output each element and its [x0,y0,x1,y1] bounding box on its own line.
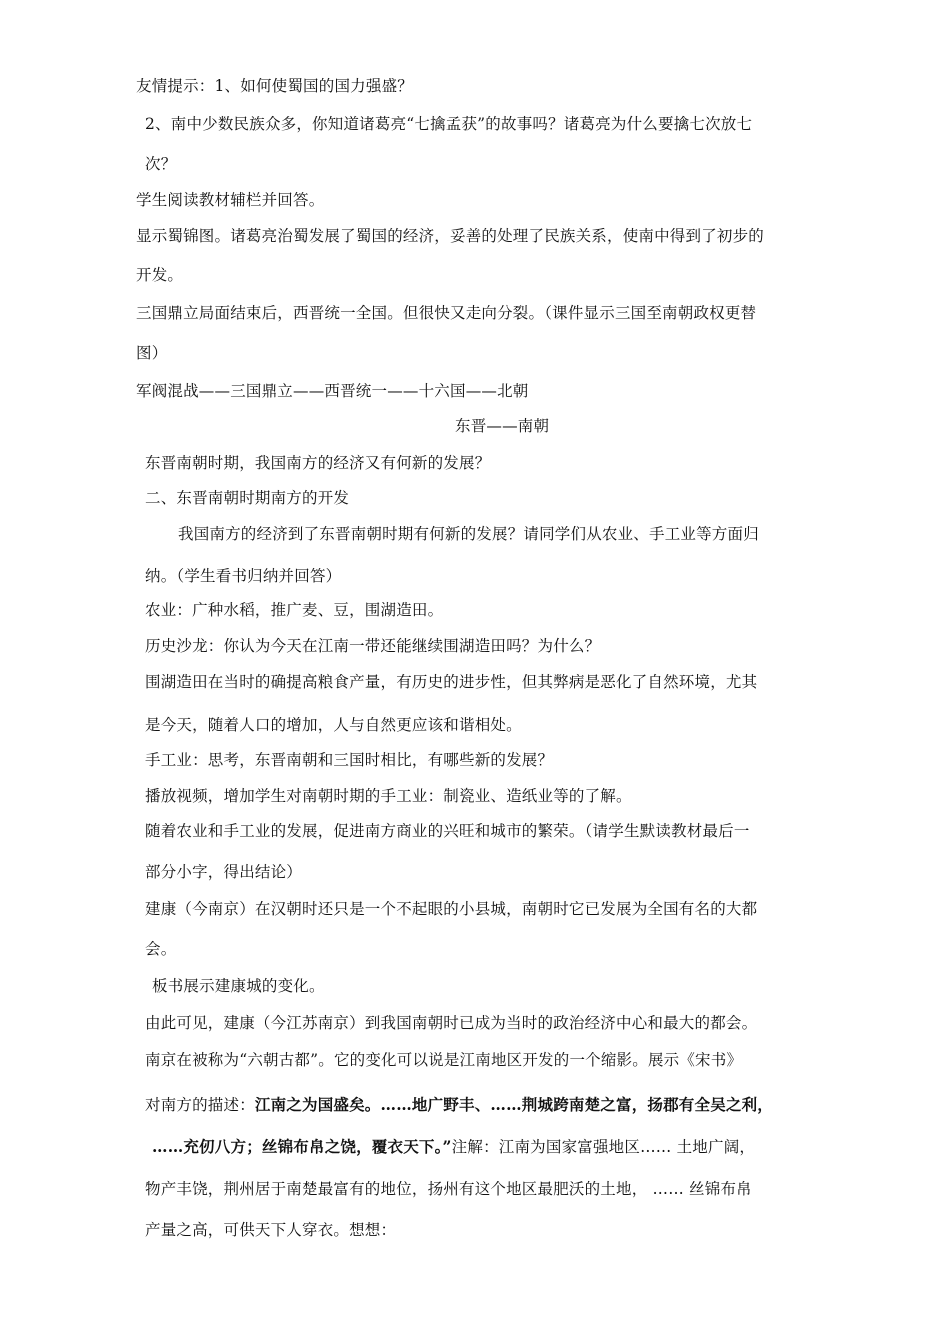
text-line: 开发。 [136,266,184,284]
text-line: 东晋——南朝 [455,417,550,435]
text-line: 部分小字，得出结论） [145,863,303,881]
text-line: 2、南中少数民族众多，你知道诸葛亮“七擒孟获”的故事吗？诸葛亮为什么要擒七次放七 [145,115,753,133]
text-line: 农业：广种水稻，推广麦、豆，围湖造田。 [145,601,444,619]
text-line: 围湖造田在当时的确提高粮食产量，有历史的进步性，但其弊病是恶化了自然环境，尤其 [145,673,758,691]
text-line: 板书展示建康城的变化。 [152,977,325,995]
text-line: 南京在被称为“六朝古都”。它的变化可以说是江南地区开发的一个缩影。展示《宋书》 [145,1051,743,1069]
text-line: 历史沙龙：你认为今天在江南一带还能继续围湖造田吗？为什么？ [145,637,601,655]
quote-line [152,1137,832,1157]
section-heading: 二、东晋南朝时期南方的开发 [145,489,350,507]
text-line: 图） [136,344,168,362]
text-line: 随着农业和手工业的发展，促进南方商业的兴旺和城市的繁荣。（请学生默读教材最后一 [145,822,750,840]
text-line: 学生阅读教材辅栏并回答。 [136,191,325,209]
text-line: 次？ [145,155,177,173]
text-line: 物产丰饶，荆州居于南楚最富有的地位，扬州有这个地区最肥沃的土地， …… 丝锦布帛 [145,1180,752,1198]
text-line: 三国鼎立局面结束后，西晋统一全国。但很快又走向分裂。（课件显示三国至南朝政权更替 [136,304,757,322]
annotation-text: 注解：江南为国家富强地区…… 土地广阔， [451,1138,756,1156]
text-line: 会。 [145,940,177,958]
text-line: 是今天，随着人口的增加，人与自然更应该和谐相处。 [145,716,522,734]
text-line: 军阀混战——三国鼎立——西晋统一——十六国——北朝 [136,382,529,400]
quote-line [145,1095,825,1115]
text-line: 纳。（学生看书归纳并回答） [145,567,342,585]
quote-text: ……充仞八方；丝锦布帛之饶，覆衣天下。” [152,1137,452,1156]
quote-intro: 对南方的描述： [145,1096,255,1114]
text-line: 东晋南朝时期，我国南方的经济又有何新的发展？ [145,454,491,472]
text-line: 友情提示：1、如何使蜀国的国力强盛？ [136,77,413,95]
text-line: 我国南方的经济到了东晋南朝时期有何新的发展？请同学们从农业、手工业等方面归 [178,525,759,543]
quote-text: 江南之为国盛矣。……地广野丰、……荆城跨南楚之富，扬郡有全吴之利， [254,1095,774,1114]
text-line: 显示蜀锦图。诸葛亮治蜀发展了蜀国的经济，妥善的处理了民族关系，使南中得到了初步的 [136,227,765,245]
text-line: 建康（今南京）在汉朝时还只是一个不起眼的小县城，南朝时它已发展为全国有名的大都 [145,900,758,918]
text-line: 播放视频，增加学生对南朝时期的手工业：制瓷业、造纸业等的了解。 [145,787,632,805]
text-line: 手工业：思考，东晋南朝和三国时相比，有哪些新的发展？ [145,751,554,769]
text-line: 由此可见，建康（今江苏南京）到我国南朝时已成为当时的政治经济中心和最大的都会。 [145,1014,758,1032]
text-line: 产量之高，可供天下人穿衣。想想： [145,1221,397,1239]
